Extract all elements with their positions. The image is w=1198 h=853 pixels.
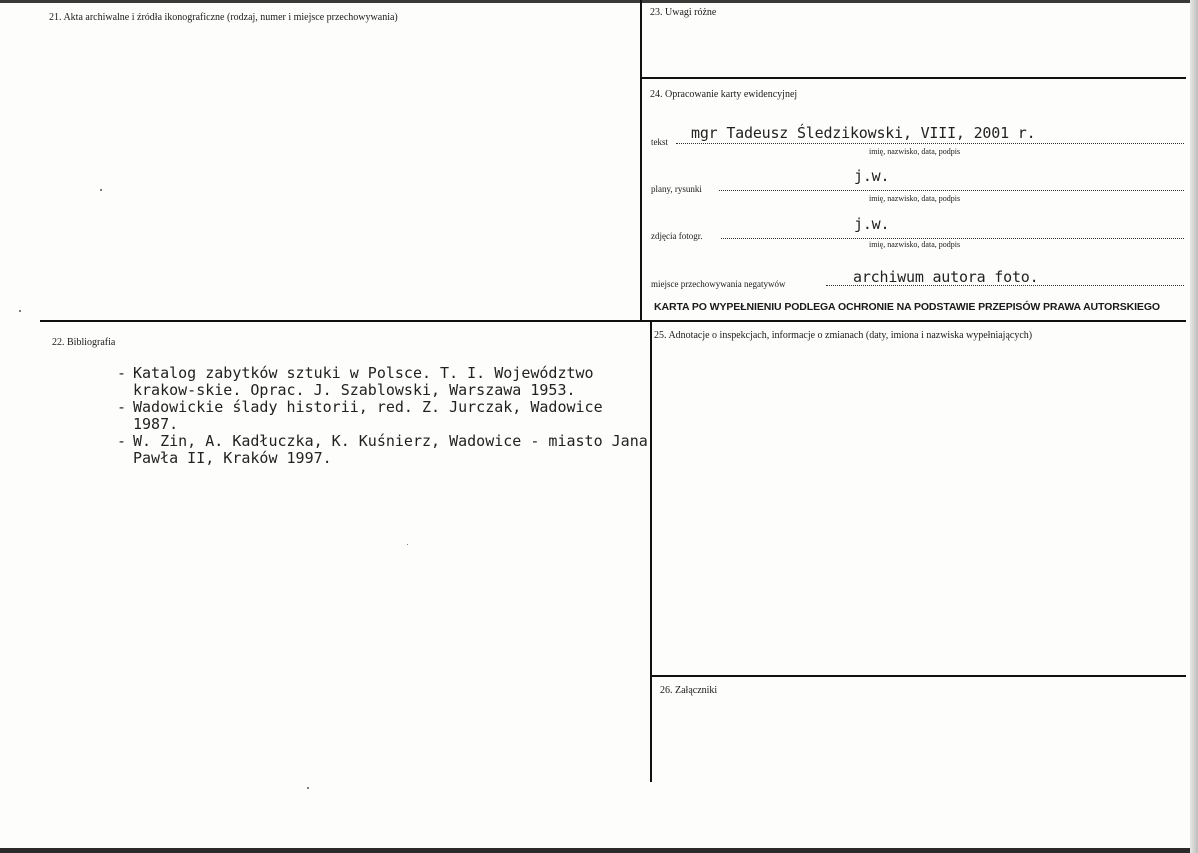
field-line-photos — [721, 238, 1184, 239]
storage-value: archiwum autora foto. — [853, 268, 1039, 286]
list-dash: - — [117, 398, 127, 416]
field-label-photos: zdjęcia fotogr. — [651, 231, 703, 241]
divider-upper-lower — [40, 320, 1186, 322]
scan-speck — [100, 189, 102, 191]
scan-edge-bottom — [0, 848, 1198, 853]
scan-edge-right — [1190, 0, 1198, 853]
list-dash: - — [117, 432, 127, 450]
bibliography-entry — [117, 433, 653, 467]
field-caption-plans: imię, nazwisko, data, podpis — [869, 194, 961, 203]
list-dash: - — [117, 364, 127, 382]
section-21-label: 21. Akta archiwalne i źródła ikonograficzne (rodzaj, numer i miejsce przechowywania) — [49, 12, 398, 23]
bibliography-entry-text: Katalog zabytków sztuki w Polsce. T. I. Województwo krakow-skie. Oprac. J. Szablowski, Warszawa 1953. — [133, 364, 594, 399]
scan-edge-top — [0, 0, 1198, 3]
field-line-plans — [719, 190, 1184, 191]
section-22-label: 22. Bibliografia — [52, 337, 116, 348]
storage-label: miejsce przechowywania negatywów — [651, 279, 786, 289]
copyright-notice: KARTA PO WYPEŁNIENIU PODLEGA OCHRONIE NA PODSTAWIE PRZEPISÓW PRAWA AUTORSKIEGO — [654, 301, 1160, 313]
divider-23-24 — [641, 77, 1186, 79]
bibliography-list — [117, 365, 653, 467]
field-label-plans: plany, rysunki — [651, 184, 702, 194]
field-value-plans: j.w. — [854, 167, 890, 185]
bibliography-entry — [117, 399, 653, 433]
section-25-label: 25. Adnotacje o inspekcjach, informacje o zmianach (daty, imiona i nazwiska wypełniających) — [654, 330, 1033, 341]
section-23-label: 23. Uwagi różne — [650, 7, 717, 18]
field-value-text: mgr Tadeusz Śledzikowski, VIII, 2001 r. — [691, 124, 1036, 142]
scan-speck — [307, 787, 309, 789]
field-value-photos: j.w. — [854, 215, 890, 233]
center-divider — [640, 0, 642, 322]
scan-speck — [19, 310, 21, 312]
scan-speck — [407, 544, 408, 545]
field-caption-photos: imię, nazwisko, data, podpis — [869, 240, 961, 249]
field-label-text: tekst — [651, 137, 668, 147]
bibliography-entry — [117, 365, 653, 399]
divider-25-26 — [651, 675, 1186, 677]
bibliography-entry-text: Wadowickie ślady historii, red. Z. Jurczak, Wadowice 1987. — [133, 398, 603, 433]
field-line-text — [676, 143, 1184, 144]
bibliography-entry-text: W. Zin, A. Kadłuczka, K. Kuśnierz, Wadowice - miasto Jana Pawła II, Kraków 1997. — [133, 432, 648, 467]
field-caption-text: imię, nazwisko, data, podpis — [869, 147, 961, 156]
section-24-label: 24. Opracowanie karty ewidencyjnej — [650, 89, 798, 100]
section-26-label: 26. Załączniki — [660, 685, 718, 696]
